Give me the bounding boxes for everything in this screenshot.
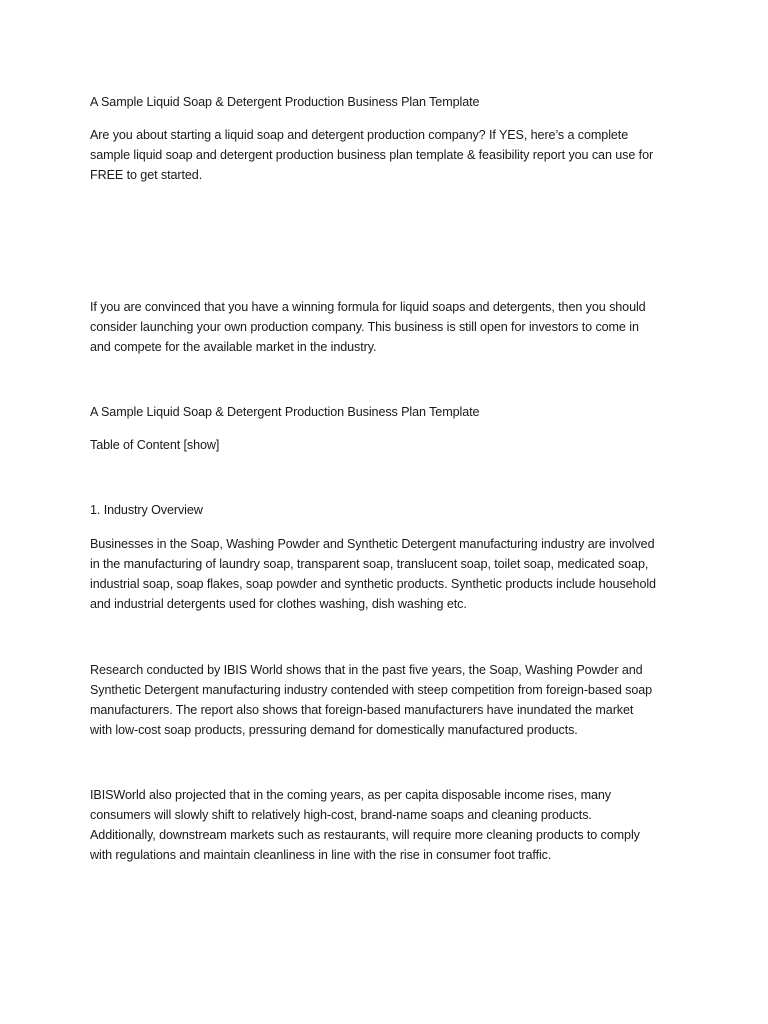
text-line: industrial soap, soap flakes, soap powder and synthetic products. Synthetic products include household [90, 577, 656, 591]
text-line: consumers will slowly shift to relatively high-cost, brand-name soaps and cleaning products. [90, 808, 592, 822]
text-line: with low-cost soap products, pressuring demand for domestically manufactured products. [90, 723, 578, 737]
text-line: Table of Content [show] [90, 438, 220, 452]
convinced-paragraph [90, 297, 690, 357]
text-line: If you are convinced that you have a winning formula for liquid soaps and detergents, then you should [90, 300, 646, 314]
text-line: IBISWorld also projected that in the coming years, as per capita disposable income rises, many [90, 788, 611, 802]
text-line: A Sample Liquid Soap & Detergent Production Business Plan Template [90, 405, 480, 419]
document-title [90, 92, 690, 112]
text-line: A Sample Liquid Soap & Detergent Production Business Plan Template [90, 95, 480, 109]
text-line: and compete for the available market in the industry. [90, 340, 377, 354]
text-line: consider launching your own production company. This business is still open for investors to come in [90, 320, 639, 334]
text-line: Research conducted by IBIS World shows that in the past five years, the Soap, Washing Powder and [90, 663, 643, 677]
text-line: with regulations and maintain cleanliness in line with the rise in consumer foot traffic. [90, 848, 552, 862]
text-line: manufacturers. The report also shows that foreign-based manufacturers have inundated the market [90, 703, 634, 717]
text-line: Synthetic Detergent manufacturing industry contended with steep competition from foreign-based soap [90, 683, 653, 697]
text-line: sample liquid soap and detergent production business plan template & feasibility report you can use for [90, 148, 654, 162]
section-heading [90, 500, 690, 520]
businesses-paragraph [90, 534, 690, 614]
text-line: Additionally, downstream markets such as restaurants, will require more cleaning products to comply [90, 828, 640, 842]
text-line: Businesses in the Soap, Washing Powder and Synthetic Detergent manufacturing industry are involved [90, 537, 655, 551]
table-of-content [90, 435, 690, 455]
text-line: in the manufacturing of laundry soap, transparent soap, translucent soap, toilet soap, medicated soap, [90, 557, 649, 571]
text-line: 1. Industry Overview [90, 503, 203, 517]
ibisworld-paragraph [90, 785, 690, 865]
text-line: Are you about starting a liquid soap and detergent production company? If YES, here’s a complete [90, 128, 629, 142]
text-line: and industrial detergents used for clothes washing, dish washing etc. [90, 597, 467, 611]
research-paragraph [90, 660, 690, 740]
document-title-repeat [90, 402, 690, 422]
text-line: FREE to get started. [90, 168, 203, 182]
intro-paragraph [90, 125, 690, 185]
